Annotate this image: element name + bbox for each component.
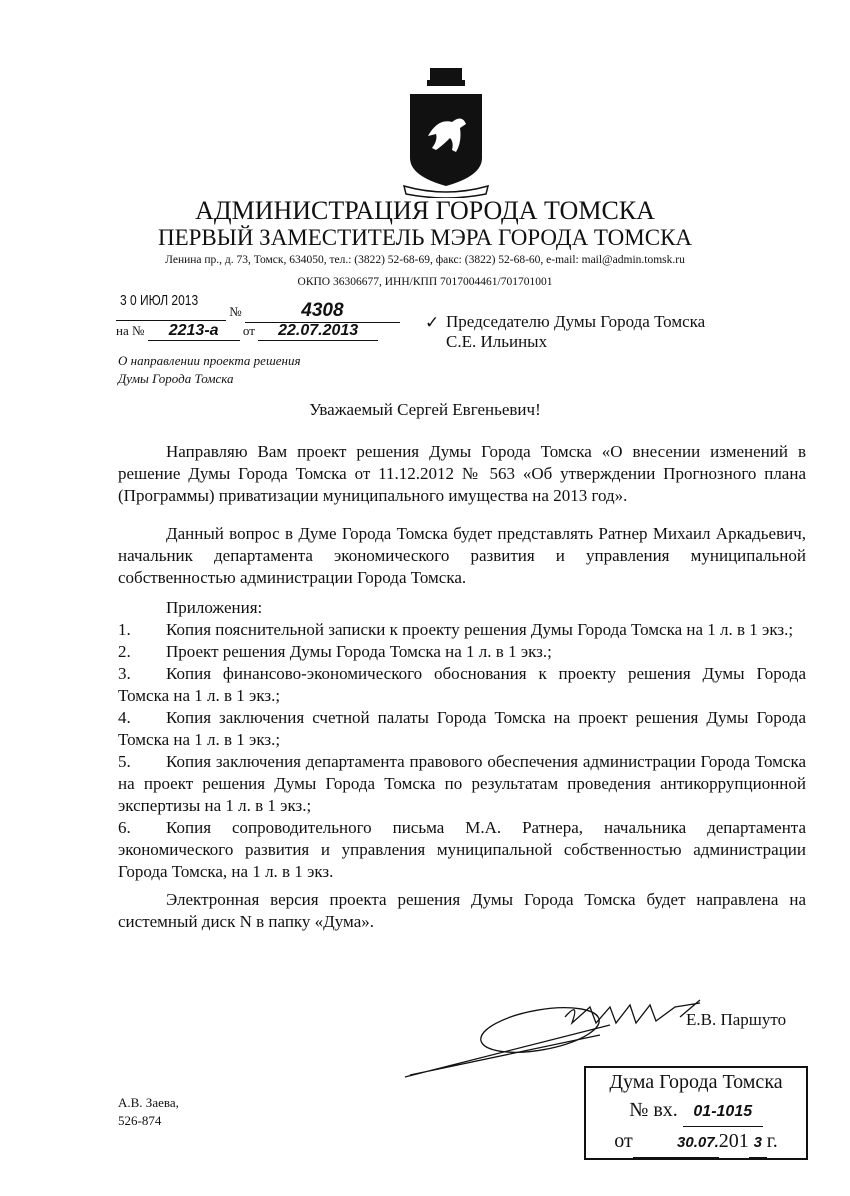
attachment-text: Копия заключения счетной палаты Города Томска на проект решения Думы Города Томска на 1 л. в 1 экз.; <box>118 708 806 749</box>
reply-label: на № <box>116 323 145 338</box>
paragraph <box>118 889 806 933</box>
signer-name: Е.В. Паршуто <box>686 1010 787 1029</box>
attachments <box>118 597 806 883</box>
reply-date: 22.07.2013 <box>258 322 378 341</box>
attachment-number: 2. <box>118 642 131 661</box>
stamp-number: 01-1015 <box>683 1098 763 1127</box>
attachment-number: 4. <box>118 708 131 727</box>
contact-phone: 526-874 <box>118 1113 162 1128</box>
address-line: Ленина пр., д. 73, Томск, 634050, тел.: (3822) 52-68-69, факс: (3822) 52-68-60, e-mail: mail@admin.tomsk.ru <box>165 254 685 266</box>
stamp-from-label: от <box>614 1130 633 1152</box>
closing-text: Электронная версия проекта решения Думы Города Томска будет направлена на системный диск N в папку «Дума». <box>118 890 806 931</box>
stamp-title: Дума Города Томска <box>609 1071 783 1093</box>
subject-line: О направлении проекта решения <box>118 353 301 368</box>
attachment-number: 5. <box>118 752 131 771</box>
from-label: от <box>242 323 255 338</box>
number-label: № <box>229 304 242 319</box>
stamp-number-label: № вх. <box>629 1099 678 1121</box>
check-mark: ✓ <box>425 313 440 332</box>
attachment-item <box>118 751 806 817</box>
contact <box>118 1094 179 1130</box>
addressee-name: С.Е. Ильиных <box>446 332 548 351</box>
outgoing-number: 4308 <box>245 300 400 323</box>
attachment-text: Копия пояснительной записки к проекту решения Думы Города Томска на 1 л. в 1 экз.; <box>166 620 794 639</box>
attachment-item <box>118 619 806 641</box>
attachment-text: Копия финансово-экономического обоснования к проекту решения Думы Города Томска на 1 л. в 1 экз.; <box>118 664 806 705</box>
attachment-item <box>118 817 806 883</box>
stamp-year-suffix: 3 <box>749 1129 767 1158</box>
paragraph <box>118 441 806 507</box>
greeting: Уважаемый Сергей Евгеньевич! <box>309 400 541 419</box>
paragraph <box>118 523 806 589</box>
stamp-year-unit: г. <box>766 1130 778 1152</box>
attachment-text: Копия сопроводительного письма М.А. Ратнера, начальника департамента экономического развития и управления муниципальной собственностью администрации Города Томска, на 1 л. в 1 экз. <box>118 818 806 881</box>
addressee-line: Председателю Думы Города Томска <box>446 312 706 331</box>
reply-number: 2213-а <box>148 322 240 341</box>
outgoing-date-stamp: 3 0 ИЮЛ 2013 <box>120 292 199 309</box>
paragraph-text: Данный вопрос в Думе Города Томска будет представлять Ратнер Михаил Аркадьевич, начальник департамента экономического развития и управления муниципальной собственностью администрации Города Томска. <box>118 524 806 587</box>
subject <box>118 352 301 388</box>
attachments-title: Приложения: <box>166 598 263 617</box>
stamp-date: 30.07. <box>633 1129 719 1158</box>
incoming-stamp <box>584 1066 808 1160</box>
codes-line: ОКПО 36306677, ИНН/КПП 7017004461/701701001 <box>297 276 553 288</box>
subject-line: Думы Города Томска <box>118 371 234 386</box>
stamp-year-prefix: 201 <box>718 1130 749 1152</box>
position-title: ПЕРВЫЙ ЗАМЕСТИТЕЛЬ МЭРА ГОРОДА ТОМСКА <box>157 225 693 250</box>
attachment-text: Проект решения Думы Города Томска на 1 л. в 1 экз.; <box>166 642 552 661</box>
attachment-number: 6. <box>118 818 131 837</box>
contact-name: А.В. Заева, <box>118 1095 179 1110</box>
coat-of-arms-icon <box>400 66 492 198</box>
org-title: АДМИНИСТРАЦИЯ ГОРОДА ТОМСКА <box>195 196 655 225</box>
attachment-item <box>118 663 806 707</box>
attachment-item <box>118 641 806 663</box>
attachment-number: 3. <box>118 664 131 683</box>
attachment-number: 1. <box>118 620 131 639</box>
attachment-item <box>118 707 806 751</box>
paragraph-text: Направляю Вам проект решения Думы Города Томска «О внесении изменений в решение Думы Города Томска от 11.12.2012 № 563 «Об утверждении Прогнозного плана (Программы) приватизации муниципального имущества на 2013 год». <box>118 442 806 505</box>
attachment-text: Копия заключения департамента правового обеспечения администрации Города Томска на проект решения Думы Города Томска по результатам проведения антикоррупционной экспертизы на 1 л. в 1 экз.; <box>118 752 806 815</box>
addressee <box>446 312 705 352</box>
